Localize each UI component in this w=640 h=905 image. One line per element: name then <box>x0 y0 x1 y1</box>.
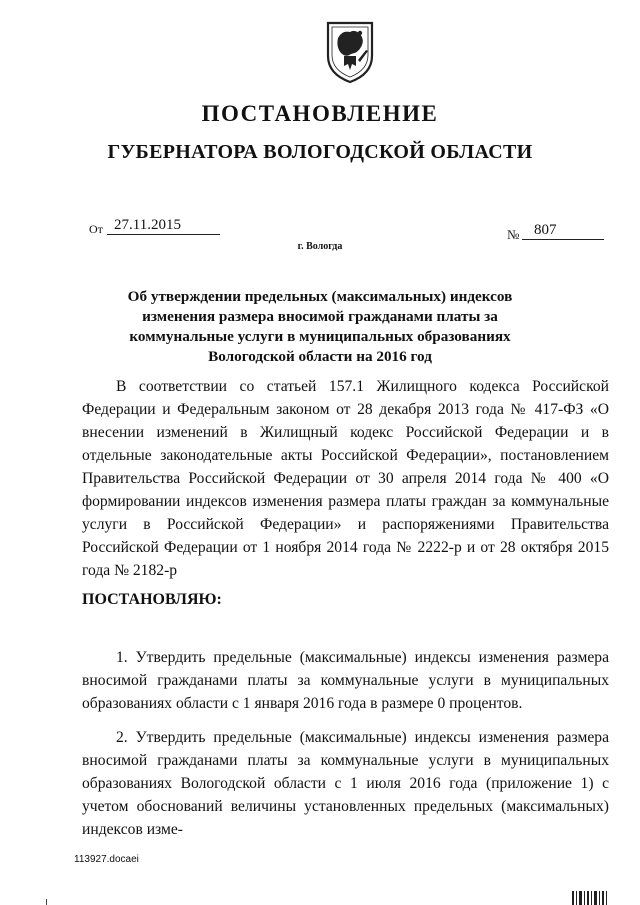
barcode-icon <box>572 891 608 905</box>
scan-mark <box>46 899 47 905</box>
page-subtitle: ГУБЕРНАТОРА ВОЛОГОДСКОЙ ОБЛАСТИ <box>107 141 533 163</box>
clause-1: 1. Утвердить предельные (максимальные) индексы изменения размера вносимой гражданами платы за коммунальные услуги в муниципальных образованиях области с 1 января 2016 года в размере 0 процентов. <box>82 649 609 712</box>
file-code: 113927.docaei <box>74 854 139 865</box>
document-title: Об утверждении предельных (максимальных) индексов изменения размера вносимой гражданами платы за коммунальные услуги в муниципальных образованиях Вологодской области на 2016 год <box>127 288 513 365</box>
document-number: 807 <box>522 222 604 240</box>
decree-heading: ПОСТАНОВЛЯЮ: <box>82 591 222 608</box>
document-date: 27.11.2015 <box>107 217 220 235</box>
city-label: г. Вологда <box>297 241 343 252</box>
page-title: ПОСТАНОВЛЕНИЕ <box>201 101 439 126</box>
preamble-paragraph: В соответствии со статьей 157.1 Жилищного кодекса Российской Федерации и Федеральным законом от 28 декабря 2013 года № 417-ФЗ «О внесении изменений в Жилищный кодекс Российской Федерации и в отдельные законодательные акты Российской Федерации», постановлением Правительства Российской Федерации от 30 апреля 2014 года № 400 «О формировании индексов изменения размера платы граждан за коммунальные услуги в Российской Федерации» и распоряжениями Правительства Российской Федерации от 1 ноября 2014 года № 2222-р и от 28 октября 2015 года № 2182-р <box>82 378 609 579</box>
clause-2: 2. Утвердить предельные (максимальные) индексы изменения размера вносимой гражданами платы за коммунальные услуги в муниципальных образованиях Вологодской области с 1 июля 2016 года (приложение 1) с учетом обоснований величины установленных предельных (максимальных) индексов изме- <box>82 729 609 838</box>
date-label: От <box>89 222 103 236</box>
number-label: № <box>507 227 520 242</box>
coat-of-arms-icon <box>324 20 376 84</box>
